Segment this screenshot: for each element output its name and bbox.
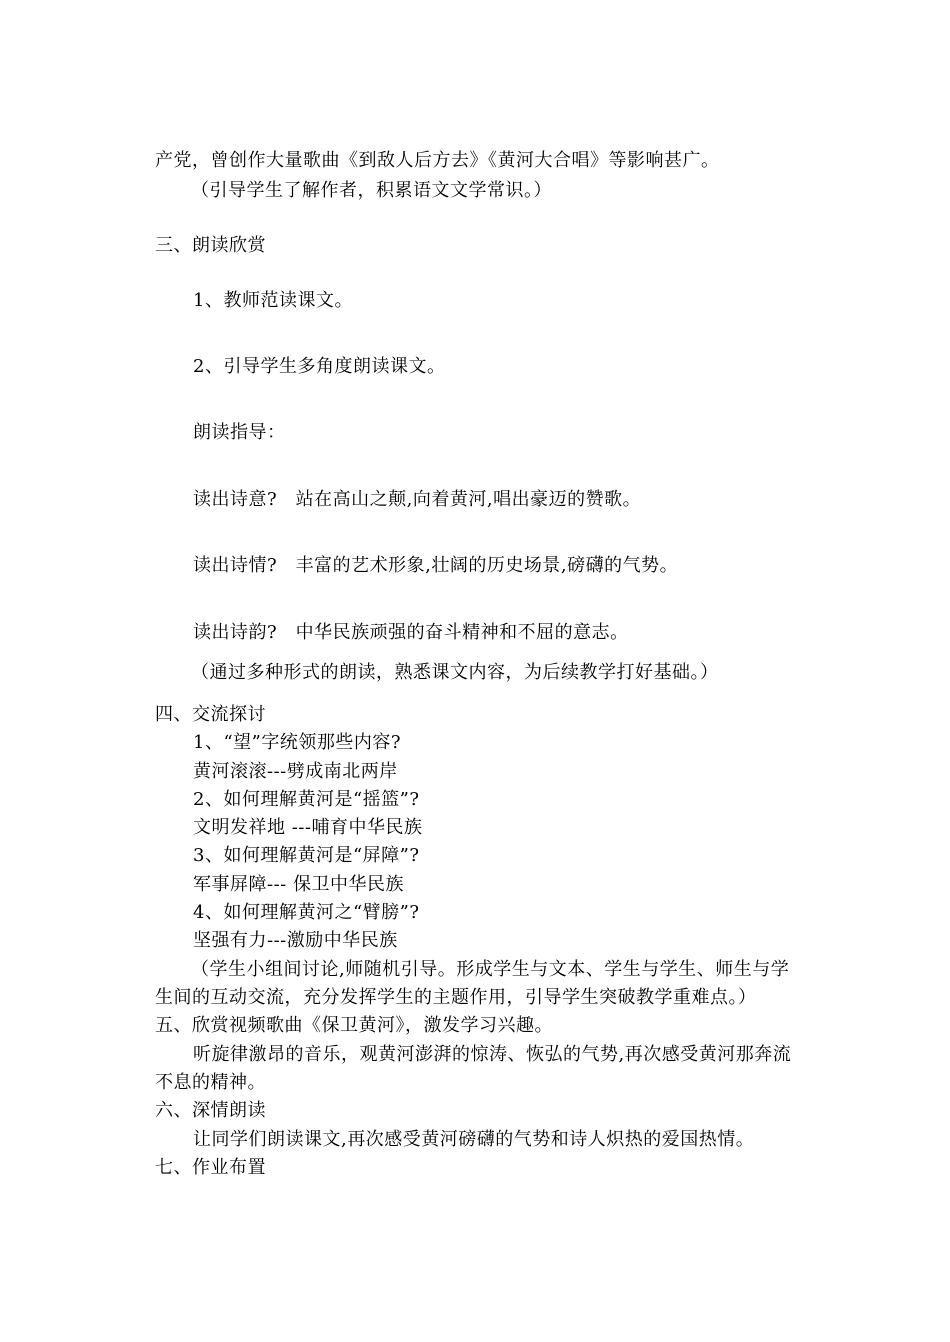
section-heading: 三、朗读欣赏	[155, 235, 266, 256]
note-line: （通过多种形式的朗读，熟悉课文内容，为后续教学打好基础。）	[191, 662, 719, 683]
list-item: 1、教师范读课文。	[193, 290, 353, 311]
text-line: 朗读指导：	[193, 422, 286, 443]
section-heading: 四、交流探讨	[155, 704, 266, 725]
section-heading: 五、欣赏视频歌曲《保卫黄河》，激发学习兴趣。	[155, 1015, 553, 1036]
text-line: 读出诗韵? 中华民族顽强的奋斗精神和不屈的意志。	[193, 622, 629, 643]
text-line: 产党，曾创作大量歌曲《到敌人后方去》《黄河大合唱》等影响甚广。	[155, 150, 720, 171]
list-item: 1、“望”字统领那些内容?	[193, 732, 402, 753]
text-line: 坚强有力---激励中华民族	[193, 930, 398, 951]
text-line: 黄河滚滚---劈成南北两岸	[193, 761, 398, 782]
section-heading: 六、深情朗读	[155, 1100, 266, 1121]
text-line: 读出诗情? 丰富的艺术形象,壮阔的历史场景,磅礴的气势。	[193, 555, 679, 576]
text-line: 文明发祥地 ---哺育中华民族	[193, 817, 423, 838]
list-item: 4、如何理解黄河之“臂膀”?	[193, 902, 420, 923]
list-item: 2、引导学生多角度朗读课文。	[193, 356, 446, 377]
note-line: （引导学生了解作者，积累语文文学常识。）	[191, 180, 552, 201]
list-item: 2、如何理解黄河是“摇篮”?	[193, 789, 420, 810]
list-item: 3、如何理解黄河是“屏障”?	[193, 845, 420, 866]
text-line: 军事屏障--- 保卫中华民族	[193, 874, 404, 895]
section-heading: 七、作业布置	[155, 1157, 266, 1178]
text-line: 听旋律激昂的音乐，观黄河澎湃的惊涛、恢弘的气势,再次感受黄河那奔流	[193, 1044, 792, 1065]
note-line: （学生小组间讨论,师随机引导。形成学生与文本、学生与学生、师生与学	[191, 959, 790, 980]
text-line: 让同学们朗读课文,再次感受黄河磅礴的气势和诗人炽热的爱国热情。	[193, 1129, 755, 1150]
note-line: 生间的互动交流，充分发挥学生的主题作用，引导学生突破教学重难点。）	[155, 987, 757, 1008]
text-line: 读出诗意? 站在高山之颠,向着黄河,唱出豪迈的赞歌。	[193, 489, 642, 510]
text-line: 不息的精神。	[155, 1072, 266, 1093]
